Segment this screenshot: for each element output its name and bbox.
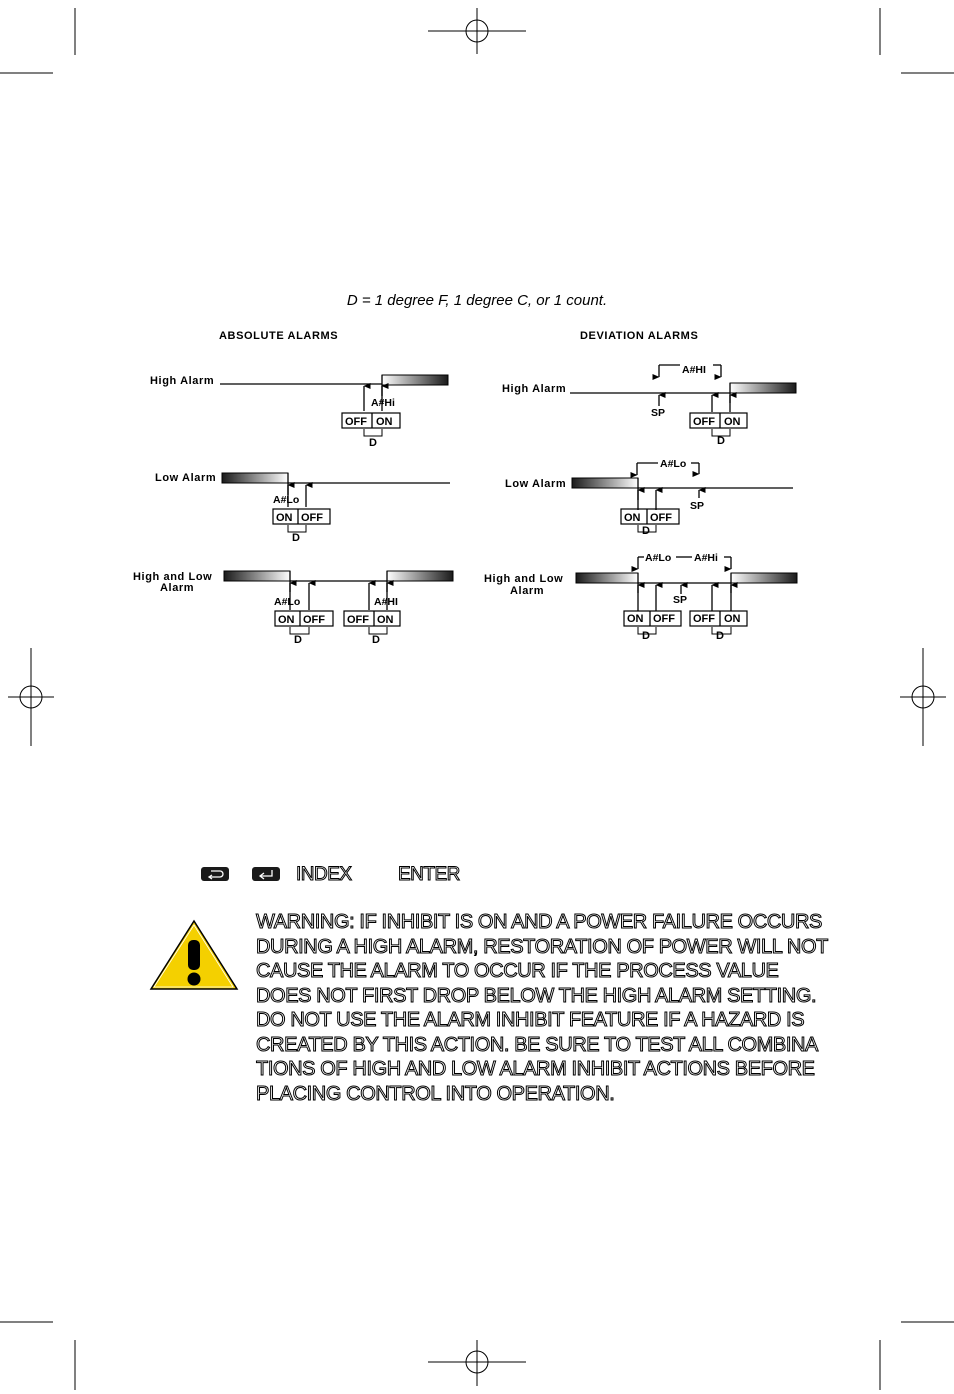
- dev-highlow-lo-setpoint: A#Lo: [645, 552, 672, 564]
- abs-high-alarm-label: High Alarm: [150, 375, 215, 387]
- abs-high-d: D: [369, 437, 377, 449]
- enter-key-icon: [252, 867, 280, 881]
- dev-low-sp: SP: [690, 500, 705, 512]
- abs-low-d: D: [292, 532, 300, 544]
- dev-highlow-lo-on: ON: [627, 613, 644, 625]
- deadband-caption: D = 1 degree F, 1 degree C, or 1 count.: [346, 292, 608, 309]
- absolute-alarms-heading: ABSOLUTE ALARMS: [219, 330, 339, 342]
- dev-highlow-hi-setpoint: A#Hi: [694, 552, 718, 564]
- abs-highlow-lo-setpoint: A#Lo: [274, 596, 301, 608]
- abs-highlow-lo-d: D: [294, 634, 302, 646]
- dev-low-off: OFF: [650, 512, 672, 524]
- dev-highlow-hi-d: D: [716, 630, 724, 642]
- warning-line: CREATED BY THIS ACTION. BE SURE TO TEST ALL COMBINA: [256, 1033, 818, 1056]
- warning-line: DOES NOT FIRST DROP BELOW THE HIGH ALARM SETTING.: [256, 984, 817, 1007]
- dev-high-alarm-label: High Alarm: [502, 383, 567, 395]
- dev-highlow-alarm-label-1: High and Low: [484, 573, 564, 585]
- dev-low-on: ON: [624, 512, 641, 524]
- dev-high-off: OFF: [693, 416, 715, 428]
- warning-line: TIONS OF HIGH AND LOW ALARM INHIBIT ACTIONS BEFORE: [256, 1058, 815, 1080]
- dev-high-setpoint: A#HI: [682, 364, 706, 376]
- warning-line: PLACING CONTROL INTO OPERATION.: [256, 1082, 615, 1105]
- dev-highlow-lo-off: OFF: [653, 613, 675, 625]
- dev-highlow-hi-on: ON: [724, 613, 741, 625]
- abs-highlow-hi-d: D: [372, 634, 380, 646]
- abs-highlow-lo-off: OFF: [303, 614, 325, 626]
- dev-highlow-sp: SP: [673, 594, 688, 606]
- key-legend: [200, 862, 500, 892]
- abs-low-alarm-label: Low Alarm: [155, 472, 217, 484]
- abs-low-setpoint: A#Lo: [273, 494, 300, 506]
- warning-text: [256, 910, 856, 1106]
- warning-line: WARNING: IF INHIBIT IS ON AND A POWER FAILURE OCCURS: [256, 911, 822, 933]
- abs-highlow-lo-on: ON: [278, 614, 295, 626]
- enter-label: ENTER: [398, 864, 460, 885]
- warning-line: DO NOT USE THE ALARM INHIBIT FEATURE IF A HAZARD IS: [256, 1009, 805, 1031]
- dev-low-d: D: [642, 525, 650, 537]
- index-label: INDEX: [296, 864, 352, 885]
- warning-line: CAUSE THE ALARM TO OCCUR IF THE PROCESS VALUE: [256, 960, 779, 982]
- abs-low-off: OFF: [301, 512, 323, 524]
- abs-highlow-alarm-label-1: High and Low: [133, 571, 213, 583]
- dev-high-on: ON: [724, 416, 741, 428]
- abs-high-off: OFF: [345, 416, 367, 428]
- dev-low-setpoint: A#Lo: [660, 458, 687, 470]
- abs-high-on: ON: [376, 416, 393, 428]
- dev-high-sp: SP: [651, 407, 666, 419]
- abs-highlow-hi-on: ON: [377, 614, 394, 626]
- dev-low-alarm-label: Low Alarm: [505, 478, 567, 490]
- dev-highlow-hi-off: OFF: [693, 613, 715, 625]
- warning-triangle-icon: [148, 918, 240, 992]
- abs-highlow-hi-setpoint: A#HI: [374, 596, 398, 608]
- deviation-alarms-heading: DEVIATION ALARMS: [580, 330, 699, 342]
- abs-highlow-hi-off: OFF: [347, 614, 369, 626]
- abs-highlow-alarm-label-2: Alarm: [160, 582, 195, 594]
- index-key-icon: [201, 867, 229, 881]
- registration-target-bottom: [428, 1340, 526, 1386]
- dev-highlow-lo-d: D: [642, 630, 650, 642]
- dev-highlow-alarm-label-2: Alarm: [510, 585, 545, 597]
- abs-low-on: ON: [276, 512, 293, 524]
- warning-line: DURING A HIGH ALARM, RESTORATION OF POWER WILL NOT: [256, 935, 828, 958]
- dev-high-d: D: [717, 435, 725, 447]
- abs-high-setpoint: A#Hi: [371, 397, 395, 409]
